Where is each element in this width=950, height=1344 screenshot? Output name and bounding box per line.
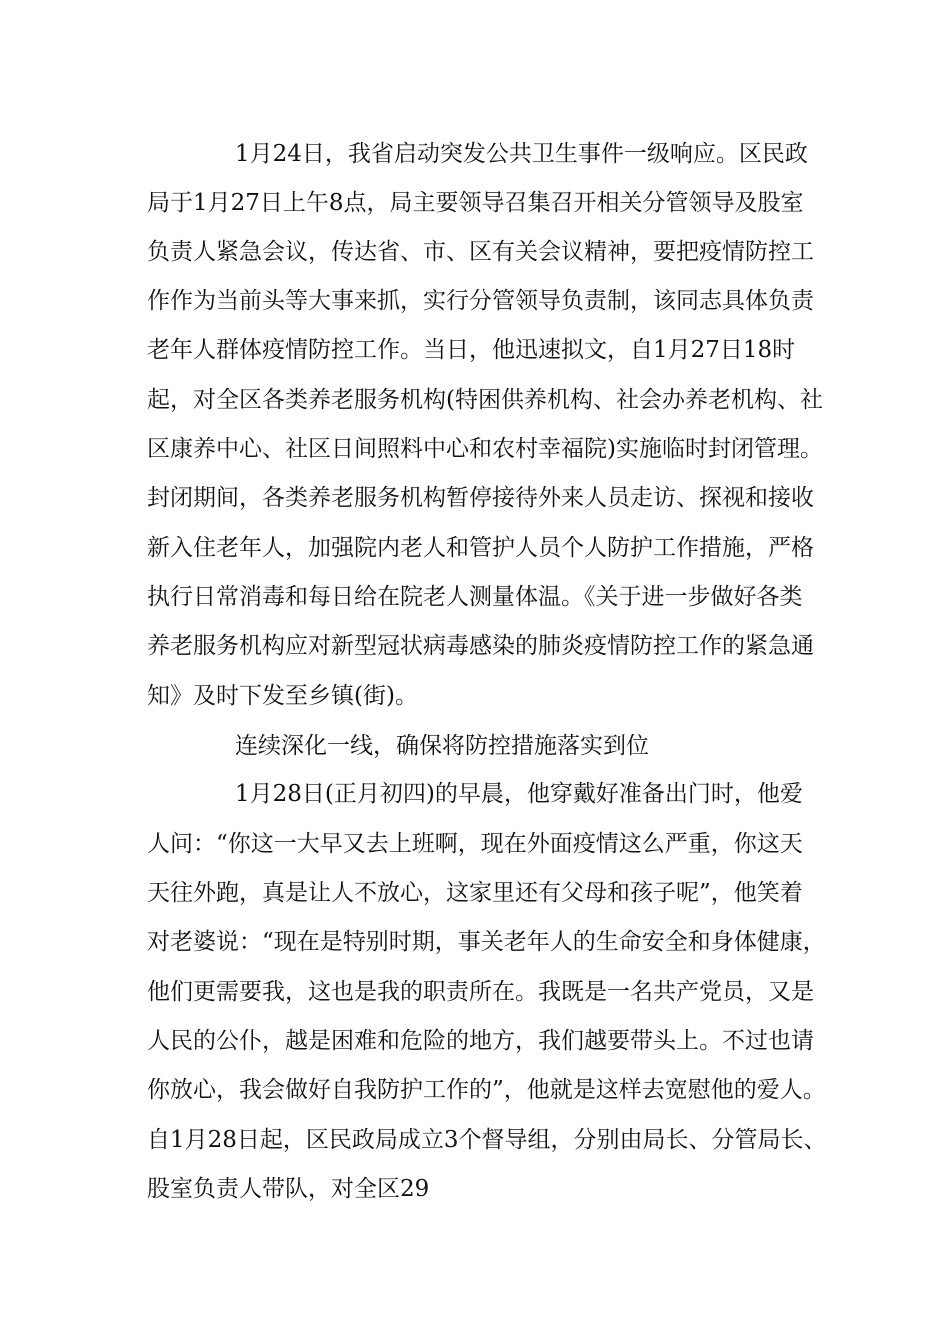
paragraph-line: 养老服务机构应对新型冠状病毒感染的肺炎疫情防控工作的紧急通 xyxy=(147,633,814,659)
paragraph-line: 知》及时下发至乡镇(街)。 xyxy=(147,683,418,709)
paragraph-line: 老年人群体疫情防控工作。当日，他迅速拟文，自1月27日18时 xyxy=(147,337,796,363)
paragraph-line: 起，对全区各类养老服务机构(特困供养机构、社会办养老机构、社 xyxy=(147,387,823,413)
section-heading: 连续深化一线，确保将防控措施落实到位 xyxy=(235,733,649,759)
paragraph-line: 作作为当前头等大事来抓，实行分管领导负责制，该同志具体负责 xyxy=(147,288,814,314)
paragraph-line: 你放心，我会做好自我防护工作的”，他就是这样去宽慰他的爱人。 xyxy=(147,1077,826,1103)
paragraph-line: 封闭期间，各类养老服务机构暂停接待外来人员走访、探视和接收 xyxy=(147,485,814,511)
paragraph-line: 负责人紧急会议，传达省、市、区有关会议精神，要把疫情防控工 xyxy=(147,239,814,265)
paragraph-line: 他们更需要我，这也是我的职责所在。我既是一名共产党员，又是 xyxy=(147,979,814,1005)
paragraph-line: 股室负责人带队，对全区29 xyxy=(147,1176,430,1202)
paragraph-line: 对老婆说：“现在是特别时期，事关老年人的生命安全和身体健康， xyxy=(147,929,826,955)
paragraph-line: 自1月28日起，区民政局成立3个督导组，分别由局长、分管局长、 xyxy=(147,1127,827,1153)
paragraph-line: 1月28日(正月初四)的早晨，他穿戴好准备出门时，他爱 xyxy=(235,781,803,807)
paragraph-line: 新入住老年人，加强院内老人和管护人员个人防护工作措施，严格 xyxy=(147,535,814,561)
paragraph-line: 1月24日，我省启动突发公共卫生事件一级响应。区民政 xyxy=(235,141,808,167)
paragraph-line: 执行日常消毒和每日给在院老人测量体温。《关于进一步做好各类 xyxy=(147,584,803,610)
paragraph-line: 天往外跑，真是让人不放心，这家里还有父母和孩子呢”，他笑着 xyxy=(147,880,803,906)
paragraph-line: 局于1月27日上午8点，局主要领导召集召开相关分管领导及股室 xyxy=(147,190,804,216)
paragraph-line: 人问：“你这一大早又去上班啊，现在外面疫情这么严重，你这天 xyxy=(147,831,803,857)
paragraph-line: 区康养中心、社区日间照料中心和农村幸福院)实施临时封闭管理。 xyxy=(147,436,823,462)
paragraph-line: 人民的公仆，越是困难和危险的地方，我们越要带头上。不过也请 xyxy=(147,1028,814,1054)
